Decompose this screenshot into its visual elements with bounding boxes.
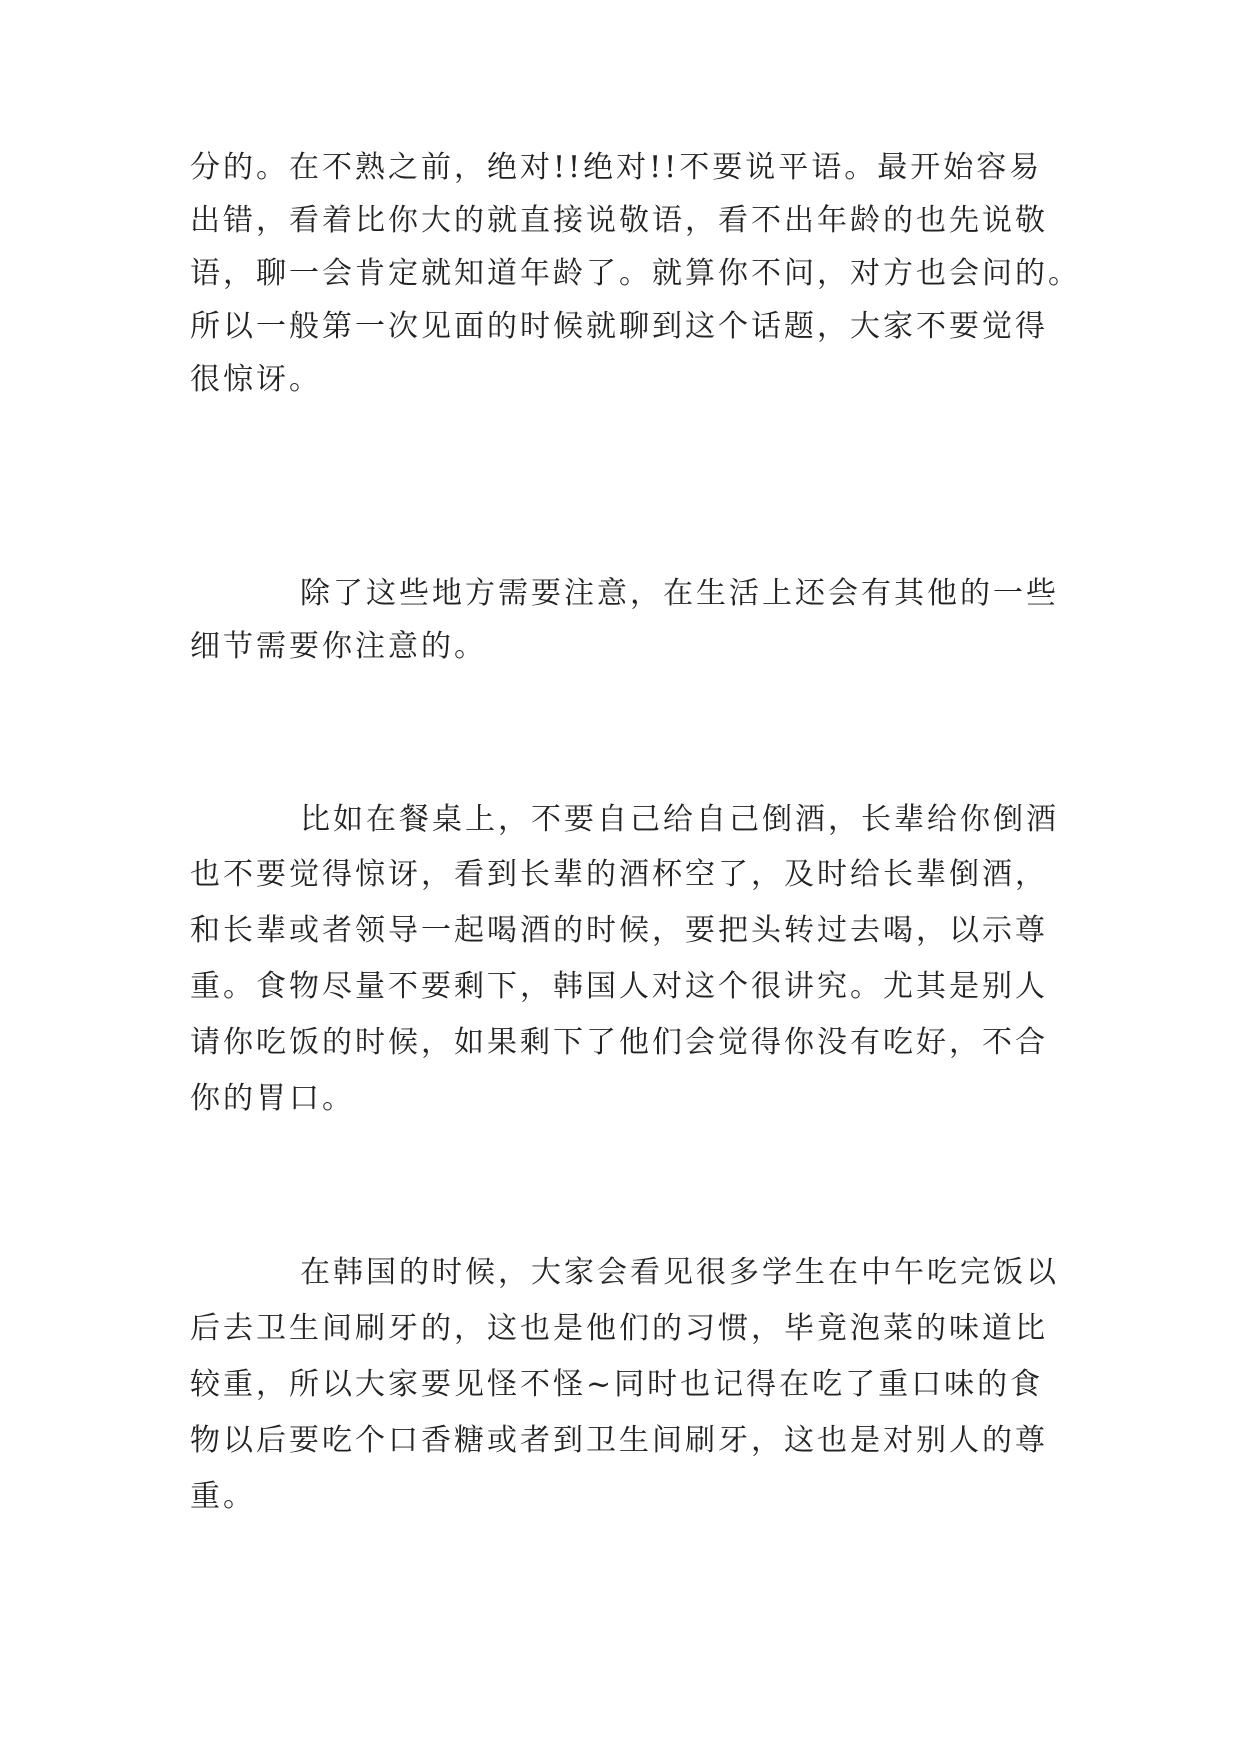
paragraph-line: 在韩国的时候，大家会看见很多学生在中午吃完饭以 [300,1255,1059,1290]
paragraph-line: 后去卫生间刷牙的，这也是他们的习惯，毕竟泡菜的味道比 [190,1311,1048,1346]
paragraph-line: 和长辈或者领导一起喝酒的时候，要把头转过去喝，以示尊 [190,913,1048,948]
paragraph-line: 出错，看着比你大的就直接说敬语，看不出年龄的也先说敬 [190,203,1048,238]
paragraph-line: 很惊讶。 [190,362,322,397]
paragraph-line: 分的。在不熟之前，绝对!!绝对!!不要说平语。最开始容易 [190,150,1043,185]
paragraph-line: 除了这些地方需要注意，在生活上还会有其他的一些 [300,576,1059,611]
paragraph-line: 语，聊一会肯定就知道年龄了。就算你不问，对方也会问的。 [190,256,1081,291]
paragraph-line: 比如在餐桌上，不要自己给自己倒酒，长辈给你倒酒 [300,802,1059,837]
paragraph-line: 所以一般第一次见面的时候就聊到这个话题，大家不要觉得 [190,309,1048,344]
paragraph-line: 重。 [190,1479,256,1514]
paragraph-line: 较重，所以大家要见怪不怪~同时也记得在吃了重口味的食 [190,1367,1044,1402]
paragraph-line: 细节需要你注意的。 [190,629,487,664]
paragraph-line: 请你吃饭的时候，如果剩下了他们会觉得你没有吃好，不合 [190,1025,1048,1060]
paragraph-line: 也不要觉得惊讶，看到长辈的酒杯空了，及时给长辈倒酒， [190,857,1048,892]
paragraph-line: 重。食物尽量不要剩下，韩国人对这个很讲究。尤其是别人 [190,969,1048,1004]
paragraph-line: 物以后要吃个口香糖或者到卫生间刷牙，这也是对别人的尊 [190,1423,1048,1458]
paragraph-line: 你的胃口。 [190,1081,355,1116]
